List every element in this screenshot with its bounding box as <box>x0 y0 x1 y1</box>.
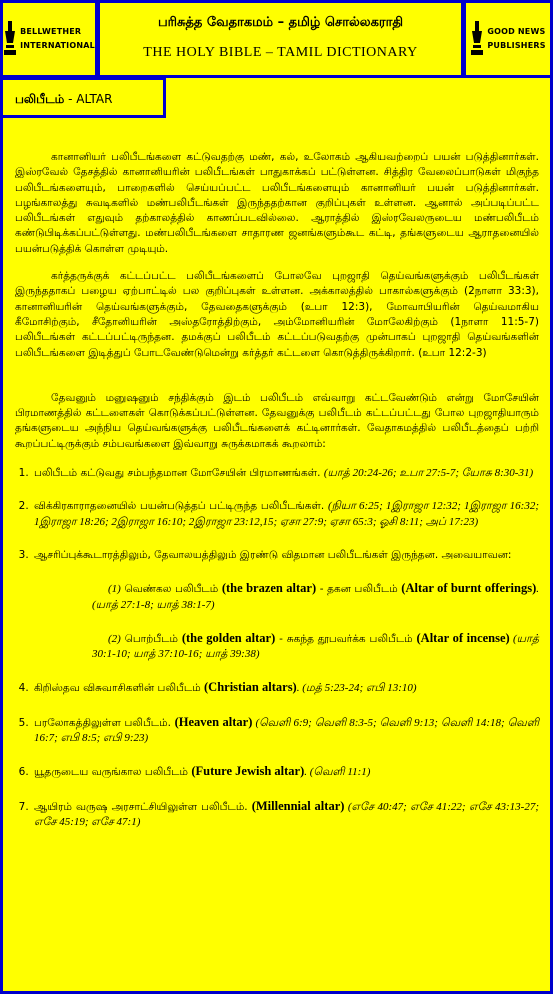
list-item: 6. யூதருடைய வருங்கால பலிபீடம் (Future Jewish altar). (வெளி 11:1) <box>32 764 539 780</box>
good-news-logo <box>463 0 553 78</box>
list-item: 2. விக்கிரகாராதனையில் பயன்படுத்தப் பட்டிருந்த பலிபீடங்கள். (நியா 6:25; 1இராஜா 12:32; 1இராஜா 16:32; 1இராஜா 18:26; 2இராஜா 16:10; 2இராஜா 23:12,15; ஏசா 27:9; ஏசா 65:3; ஓசி 8:11; அப் 17:23) <box>32 499 539 530</box>
list-item: 7. ஆயிரம் வருஷ அரசாட்சியிலுள்ள பலிபீடம். (Millennial altar) (எசே 40:47; எசே 41:22; எசே 43:13-27; எசே 45:19; எசே 47:1) <box>32 799 539 831</box>
headword-tamil: பலிபீடம் <box>15 92 65 106</box>
title-tamil: பரிசுத்த வேதாகமம் – தமிழ் சொல்லகராதி <box>157 15 404 30</box>
logo-right-line2: PUBLISHERS <box>487 41 546 50</box>
reference-list <box>15 466 539 830</box>
paragraph-3: தேவனும் மனுஷனும் சந்திக்கும் இடம் பலிபீடம் எவ்வாறு கட்டவேண்டும் என்று மோசேயின் பிரமாணத்தில் கட்டளைகள் கொடுக்கப்பட்டுள்ளன. தேவனுக்கு பலிபீடம் கட்டப்பட்டது போல புறஜாதியாரும் தங்களுடைய அந்நிய தெய்வங்களுக்கு பலிபீடங்களைக் கட்டினார்கள். வேதாகமத்தில் பலிபீடத்தைப் பற்றி கூறப்பட்டிருக்கும் சம்பவங்களை இவ்வாறு சுருக்கமாகக் கூறலாம்: <box>15 391 539 450</box>
title-english: THE HOLY BIBLE – TAMIL DICTIONARY <box>143 45 418 60</box>
entry-body <box>15 150 539 848</box>
headword-english: ALTAR <box>76 92 113 106</box>
headword-box <box>0 77 166 118</box>
sublist-item: (1) வெண்கல பலிபீடம் (the brazen altar) - தகன பலிபீடம் (Altar of burnt offerings). (யாத் 27:1-8; யாத் 38:1-7) <box>92 581 540 611</box>
list-item: 3. ஆசரிப்புக்கூடாரத்திலும், தேவாலயத்திலும் இரண்டு விதமான பலிபீடங்கள் இருந்தன. அவையாவன: (1) வெண்கல பலிபீடம் (the brazen altar) - தகன பலிபீடம் (Altar of burnt offerings). (யாத் 27:1-8; யாத் 38:1-7) (2) பொற்பீடம் (the golden altar) - சுகந்த தூபவர்க்க பலிபீடம் (Altar of incense) (யாத் 30:1-10; யாத் 37:10-16; யாத் 39:38) <box>32 548 539 662</box>
sublist-item: (2) பொற்பீடம் (the golden altar) - சுகந்த தூபவர்க்க பலிபீடம் (Altar of incense) (யாத் 30:1-10; யாத் 37:10-16; யாத் 39:38) <box>92 630 539 661</box>
headword <box>15 92 112 108</box>
paragraph-2: கர்த்தருக்குக் கட்டப்பட்ட பலிபீடங்களைப் போலவே புறஜாதி தெய்வங்களுக்கும் பலிபீடங்கள் இருந்ததாகப் பழைய ஏற்பாட்டில் பல குறிப்புகள் உள்ளன. அக்காலத்தில் பாகால்களுக்கும் (2நாளா 33:3), கானானியரின் தெய்வங்களுக்கும், தேவதைகளுக்கும் (உபா 12:3), மோவாபியரின் தெய்வமாகிய கீமோசிற்கும், சீதோனியரின் அஸ்தரோத்திற்கும், அம்மோனியரின் மோலேகிற்கும் (1நாளா 11:5-7) பலிபீடங்கள் கட்டப்பட்டிருந்தன. தமக்குப் பலிபீடம் கட்டப்படுவதற்கு முன்பாகப் புறஜாதி தெய்வங்களின் பலிபீடங்களை இடித்துப் போடவேண்டுமென்று கர்த்தர் கட்டளை கொடுத்திருக்கிறார். (உபா 12:2-3) <box>15 270 539 359</box>
logo-left-line2: INTERNATIONAL <box>20 41 95 50</box>
bellwether-logo <box>0 0 98 78</box>
logo-left-line1: BELLWETHER <box>20 27 82 36</box>
lamp-icon <box>3 19 17 59</box>
list-item: 1. பலிபீடம் கட்டுவது சம்பந்தமான மோசேயின் பிரமாணங்கள். (யாத் 20:24-26; உபா 27:5-7; யோசு 8:30-31) <box>32 466 539 481</box>
headword-separator: - <box>64 92 77 106</box>
list-item: 5. பரலோகத்திலுள்ள பலிபீடம். (Heaven altar) (வெளி 6:9; வெளி 8:3-5; வெளி 9:13; வெளி 14:18; வெளி 16:7; எபி 8:5; எபி 9:23) <box>32 715 539 747</box>
lamp-icon <box>470 19 484 59</box>
logo-right-line1: GOOD NEWS <box>487 27 546 36</box>
paragraph-1: கானானியர் பலிபீடங்களை கட்டுவதற்கு மண், கல், உலோகம் ஆகியவற்றைப் பயன் படுத்தினார்கள். இஸ்ரவேல் தேசத்தில் கானானியரின் பலிபீடங்கள் பாதுகாக்கப் பட்டுள்ளன. சித்திர வேலைப்பாடுகள் மிகுந்த பலிபீடங்களையும், பாறைகளில் செய்யப்பட்ட பலிபீடங்களையும் கானானியர் பயன் படுத்தினார்கள். பழங்காலத்து சுவடிகளில் மண்பலிபீடங்கள் இருந்ததற்கான குறிப்புகள் உள்ளன. ஆனால் அப்படிப்பட்ட பலிபீடங்கள் எதுவும் தற்காலத்தில் காணப்படவில்லை. ஆராத்தில் இஸ்ரவேலருடைய மண்பலிபீடம் கண்டுபிடிக்கப்பட்டுள்ளது. மண்பலிபீடங்களை சாதாரண ஜனங்களும்கூட கட்டி, தங்களுடைய ஆராதனையில் பயன்படுத்திக் கொள்ள முடியும். <box>15 151 539 255</box>
list-item: 4. கிறிஸ்தவ விசுவாசிகளின் பலிபீடம் (Christian altars). (மத் 5:23-24; எபி 13:10) <box>32 680 539 696</box>
title-banner <box>97 0 464 78</box>
